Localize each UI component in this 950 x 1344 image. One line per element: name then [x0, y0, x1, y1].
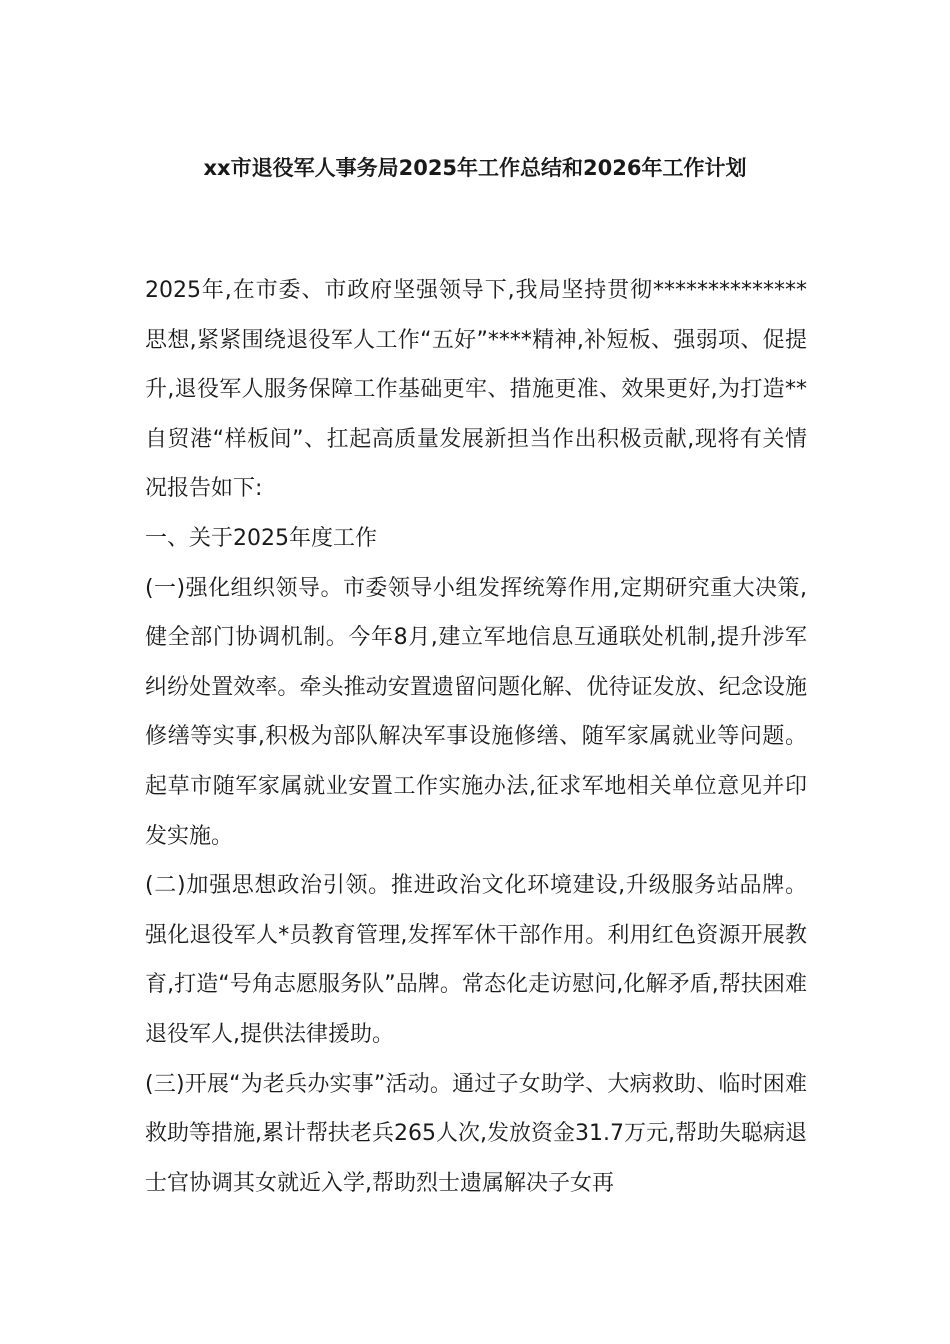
document-title: xx市退役军人事务局2025年工作总结和2026年工作计划	[203, 156, 747, 180]
intro-paragraph: 2025年,在市委、市政府坚强领导下,我局坚持贯彻**************思想,紧紧围绕退役军人工作“五好”****精神,补短板、强弱项、促提升,退役军人服务保障工作基础更牢、措施更准、效果更好,为打造**自贸港“样板间”、扛起高质量发展新担当作出积极贡献,现将有关情况报告如下:	[145, 278, 807, 502]
document-body	[145, 266, 807, 1208]
paragraph-ideology: (二)加强思想政治引领。推进政治文化环境建设,升级服务站品牌。强化退役军人*员教育管理,发挥军休干部作用。利用红色资源开展教育,打造“号角志愿服务队”品牌。常态化走访慰问,化解矛盾,帮扶困难退役军人,提供法律援助。	[145, 873, 807, 1047]
paragraph-veterans-activities: (三)开展“为老兵办实事”活动。通过子女助学、大病救助、临时困难救助等措施,累计帮扶老兵265人次,发放资金31.7万元,帮助失聪病退士官协调其女就近入学,帮助烈士遗属解决子女再	[145, 1071, 807, 1196]
paragraph-organization: (一)强化组织领导。市委领导小组发挥统筹作用,定期研究重大决策,健全部门协调机制。今年8月,建立军地信息互通联处机制,提升涉军纠纷处置效率。牵头推动安置遗留问题化解、优待证发放、纪念设施修缮等实事,积极为部队解决军事设施修缮、随军家属就业等问题。起草市随军家属就业安置工作实施办法,征求军地相关单位意见并印发实施。	[145, 575, 807, 849]
section-heading-1: 一、关于2025年度工作	[145, 525, 377, 551]
